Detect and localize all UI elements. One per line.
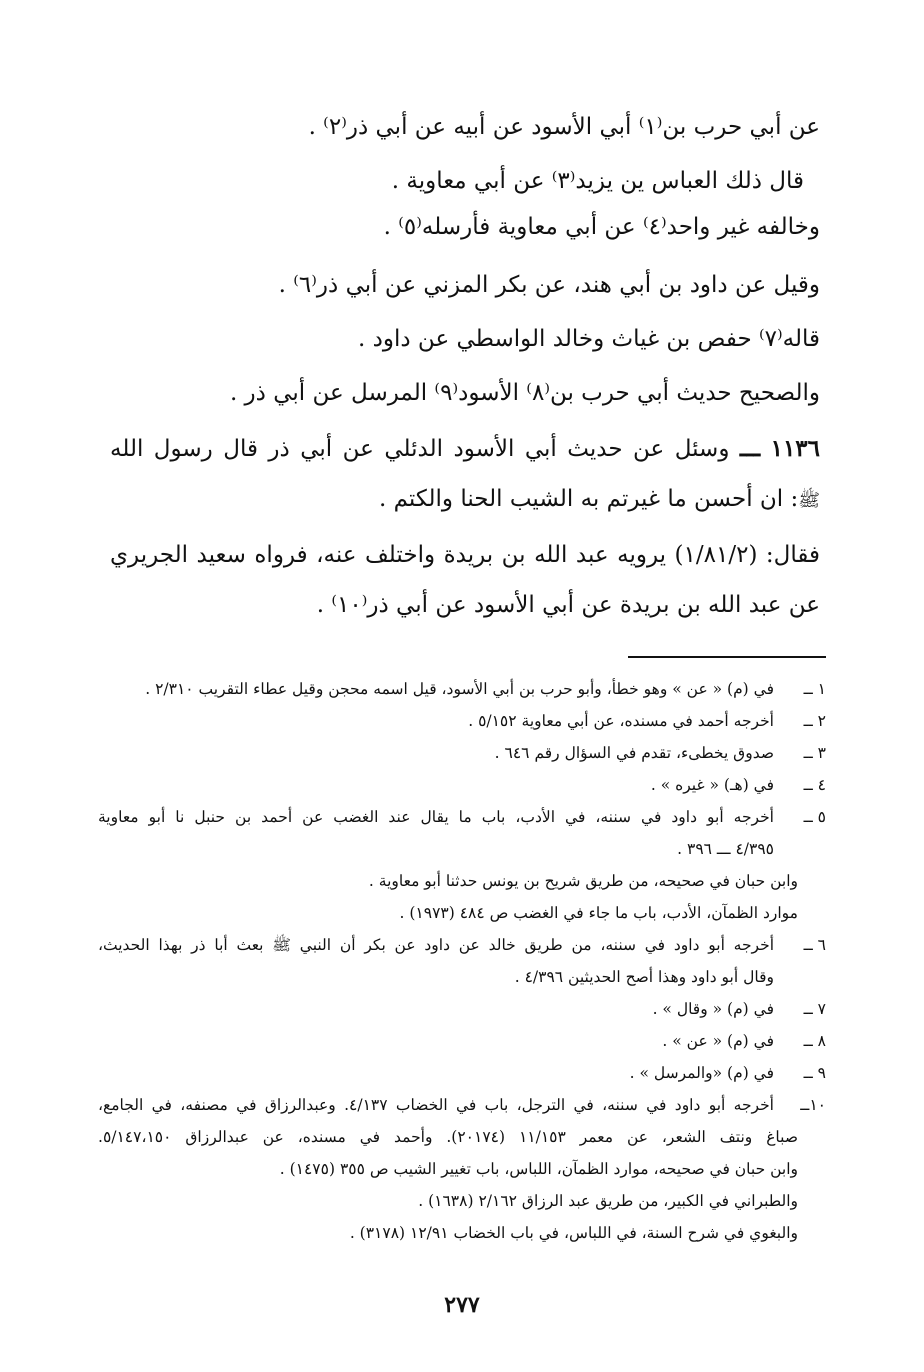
text-line: وقيل عن داود بن أبي هند، عن بكر المزني عن أبي ذر⁽٦⁾ .: [278, 272, 820, 298]
footnote-number: ١ ــ: [803, 680, 826, 698]
salutation-glyph: ﷺ: [798, 490, 820, 511]
footnote-text: في (م) « وقال » .: [652, 1000, 774, 1018]
footnote-separator: [628, 656, 826, 658]
text-line: عن أبي حرب بن⁽١⁾ أبي الأسود عن أبيه عن أبي ذر⁽٢⁾ .: [308, 114, 820, 140]
footnote-number: ٧ ــ: [803, 1000, 826, 1018]
footnote-text: صدوق يخطىء، تقدم في السؤال رقم ٦٤٦ .: [494, 744, 774, 762]
footnote-number: ١٠ــ: [800, 1096, 826, 1114]
question-dash: ـــ: [739, 435, 761, 462]
footnote-text: في (م) « عن » .: [662, 1032, 774, 1050]
footnote-text: موارد الظمآن، الأدب، باب ما جاء في الغضب ص ٤٨٤ (١٩٧٣) .: [399, 904, 798, 922]
question-text: وسئل عن حديث أبي الأسود الدئلي عن أبي ذر قال رسول الله: [110, 436, 730, 462]
footnote-text: ٤/٣٩٥ ـــ ٣٩٦ .: [677, 840, 774, 858]
footnote-text: صباغ ونتف الشعر، عن معمر ١١/١٥٣ (٢٠١٧٤). وأحمد في مسنده، عن عبدالرزاق ٥/١٤٧،١٥٠.: [98, 1128, 798, 1146]
footnote-text: في (هـ) « غيره » .: [650, 776, 774, 794]
question-text-2: : ان أحسن ما غيرتم به الشيب الحنا والكتم .: [378, 486, 799, 512]
footnote-number: ٢ ــ: [803, 712, 826, 730]
question-line-2: [379, 484, 820, 516]
text-line: والصحيح حديث أبي حرب بن⁽٨⁾ الأسود⁽٩⁾ المرسل عن أبي ذر .: [229, 380, 820, 406]
footnote-text: والبغوي في شرح السنة، في اللباس، في باب الخضاب ١٢/٩١ (٣١٧٨) .: [349, 1224, 798, 1242]
footnote-number: ٥ ــ: [803, 808, 826, 826]
text-line: قاله⁽٧⁾ حفص بن غياث وخالد الواسطي عن داود .: [358, 326, 820, 352]
question-line: [110, 434, 820, 464]
question-number: ١١٣٦: [770, 435, 821, 462]
answer-line-2: عن عبد الله بن بريدة عن أبي الأسود عن أبي ذر⁽١٠⁾ .: [316, 592, 820, 618]
page-number: ٢٧٧: [444, 1292, 480, 1318]
footnote-text: أخرجه أبو داود في سننه، في الترجل، باب في الخضاب ٤/١٣٧. وعبدالرزاق في مصنفه، في الجامع،: [98, 1096, 774, 1114]
footnote-text: والطبراني في الكبير، من طريق عبد الرزاق ٢/١٦٢ (١٦٣٨) .: [418, 1192, 798, 1210]
answer-line: فقال: (١/٨١/٢) يرويه عبد الله بن بريدة واختلف عنه، فرواه سعيد الجريري: [110, 542, 820, 568]
footnote-number: ٩ ــ: [803, 1064, 826, 1082]
footnote-text: وابن حبان في صحيحه، من طريق شريح بن يونس حدثنا أبو معاوية .: [368, 872, 798, 890]
text-line: قال ذلك العباس ين يزيد⁽٣⁾ عن أبي معاوية .: [391, 168, 804, 194]
footnote-text: أخرجه أبو داود في سننه، في الأدب، باب ما يقال عند الغضب عن أحمد بن حنبل نا أبو معاوية: [98, 808, 774, 826]
footnote-number: ٨ ــ: [803, 1032, 826, 1050]
text-line: وخالفه غير واحد⁽٤⁾ عن أبي معاوية فأرسله⁽٥⁾ .: [383, 214, 820, 240]
footnote-number: ٤ ــ: [803, 776, 826, 794]
footnote-text: في (م) «والمرسل » .: [629, 1064, 774, 1082]
footnote-text: أخرجه أحمد في مسنده، عن أبي معاوية ٥/١٥٢ .: [468, 712, 774, 730]
footnote-number: ٦ ــ: [803, 936, 826, 954]
footnote-text: أخرجه أبو داود في سننه، من طريق خالد عن داود عن بكر أن النبي ﷺ بعث أبا ذر بهذا الحديث،: [98, 936, 774, 954]
footnote-text: وقال أبو داود وهذا أصح الحديثين ٤/٣٩٦ .: [514, 968, 774, 986]
footnote-text: وابن حبان في صحيحه، موارد الظمآن، اللباس، باب تغيير الشيب ص ٣٥٥ (١٤٧٥) .: [279, 1160, 798, 1178]
footnote-number: ٣ ــ: [803, 744, 826, 762]
footnote-text: في (م) « عن » وهو خطأ، وأبو حرب بن أبي الأسود، قيل اسمه محجن وقيل عطاء التقريب ٢/٣١٠ .: [145, 680, 774, 698]
